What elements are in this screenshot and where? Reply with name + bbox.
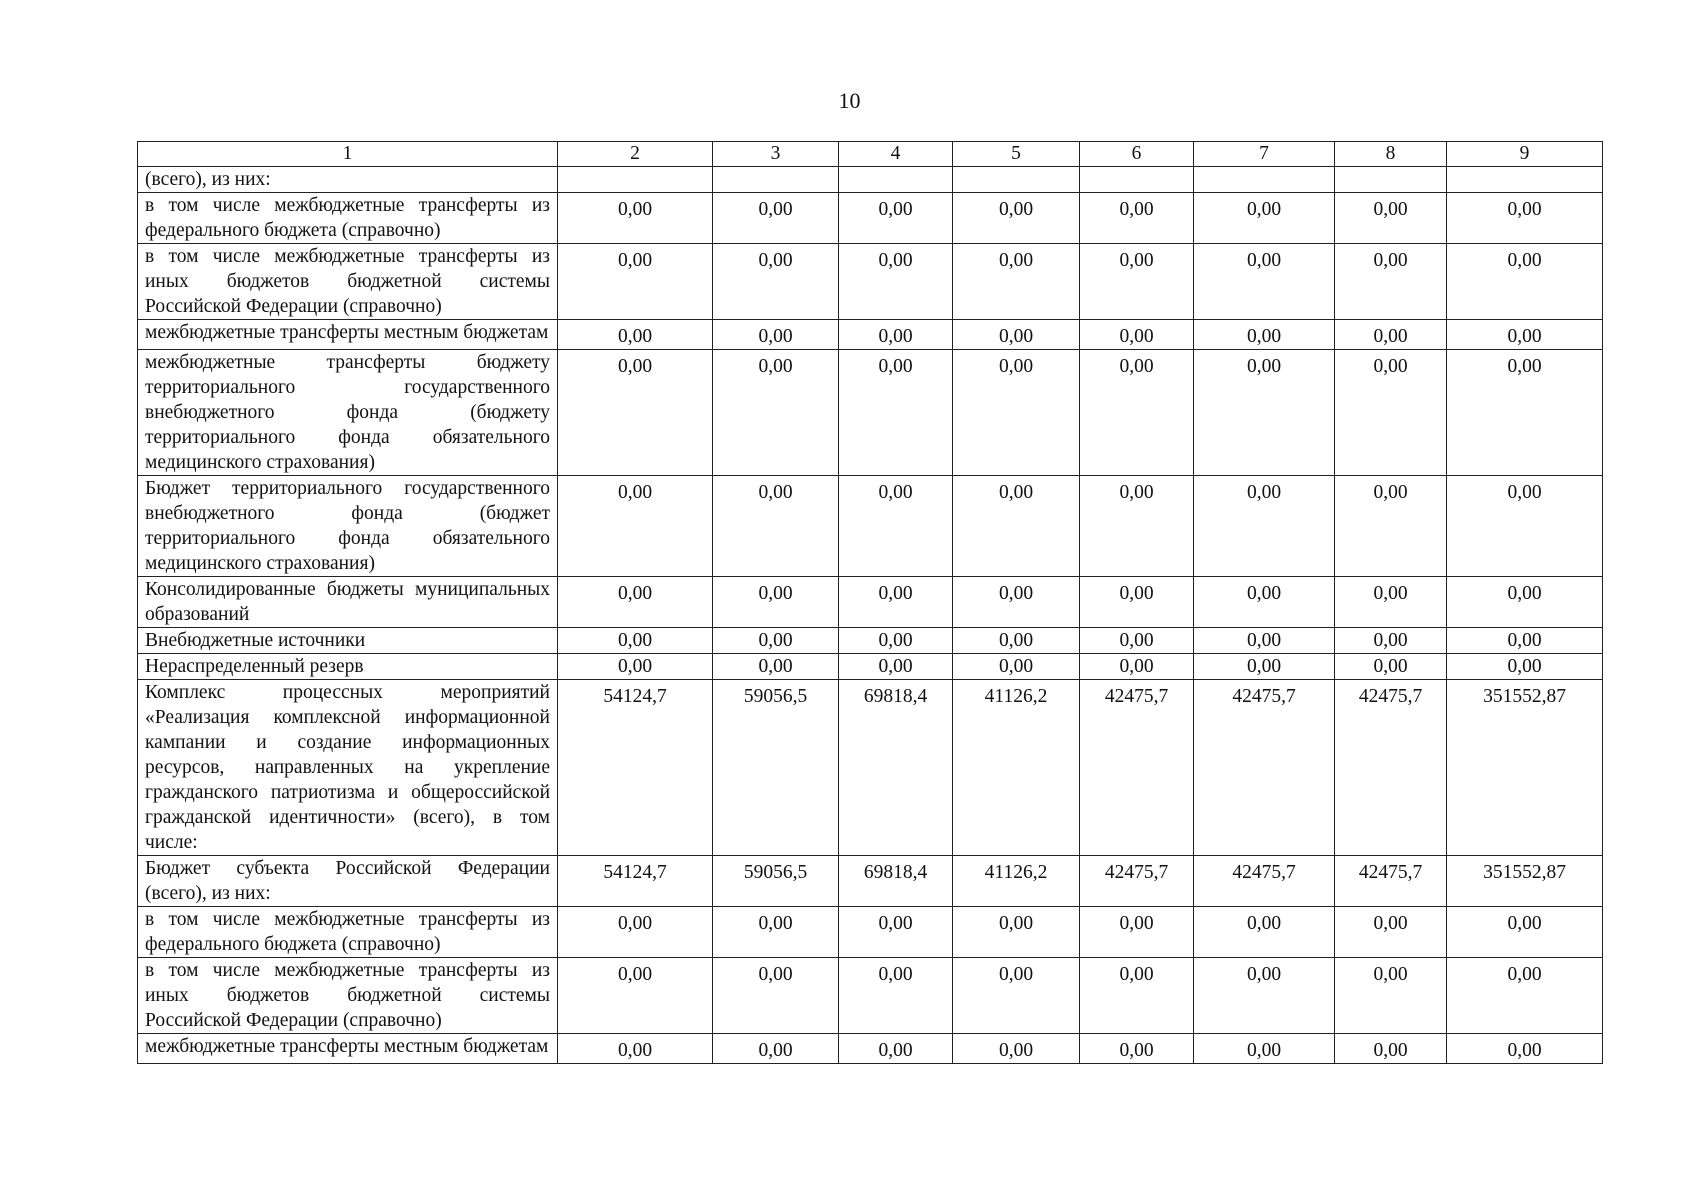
column-header-6: 6 [1080, 142, 1194, 167]
value-cell-col-5: 0,00 [953, 1034, 1080, 1064]
value-cell-col-6 [1080, 167, 1194, 193]
value-cell-col-3: 0,00 [713, 628, 839, 654]
budget-table [137, 141, 1603, 1064]
value-cell-col-4: 0,00 [839, 244, 953, 320]
value-cell-col-2: 0,00 [558, 1034, 713, 1064]
row-label: в том числе межбюджетные трансферты из федерального бюджета (справочно) [138, 907, 558, 958]
value-cell-col-5: 0,00 [953, 577, 1080, 628]
value-cell-col-9: 0,00 [1447, 193, 1603, 244]
value-cell-col-3: 59056,5 [713, 856, 839, 907]
value-cell-col-3: 0,00 [713, 244, 839, 320]
value-cell-col-2: 54124,7 [558, 856, 713, 907]
table-row [138, 1034, 1603, 1064]
table-row [138, 167, 1603, 193]
value-cell-col-4: 0,00 [839, 577, 953, 628]
value-cell-col-9: 0,00 [1447, 350, 1603, 476]
table-row [138, 628, 1603, 654]
value-cell-col-9: 0,00 [1447, 1034, 1603, 1064]
value-cell-col-8: 0,00 [1335, 320, 1447, 350]
value-cell-col-8: 0,00 [1335, 193, 1447, 244]
value-cell-col-6: 0,00 [1080, 628, 1194, 654]
value-cell-col-6: 0,00 [1080, 350, 1194, 476]
value-cell-col-6: 0,00 [1080, 654, 1194, 680]
column-header-7: 7 [1194, 142, 1335, 167]
value-cell-col-9: 0,00 [1447, 907, 1603, 958]
value-cell-col-2: 0,00 [558, 628, 713, 654]
value-cell-col-2: 0,00 [558, 654, 713, 680]
value-cell-col-2: 0,00 [558, 476, 713, 577]
value-cell-col-5: 0,00 [953, 907, 1080, 958]
value-cell-col-5: 41126,2 [953, 856, 1080, 907]
value-cell-col-7: 0,00 [1194, 907, 1335, 958]
column-header-8: 8 [1335, 142, 1447, 167]
value-cell-col-7: 0,00 [1194, 193, 1335, 244]
value-cell-col-6: 0,00 [1080, 907, 1194, 958]
value-cell-col-9 [1447, 167, 1603, 193]
table-row [138, 856, 1603, 907]
table-row [138, 320, 1603, 350]
table-row [138, 907, 1603, 958]
value-cell-col-8: 0,00 [1335, 244, 1447, 320]
row-label: Консолидированные бюджеты муниципальных образований [138, 577, 558, 628]
value-cell-col-3: 0,00 [713, 1034, 839, 1064]
value-cell-col-9: 0,00 [1447, 577, 1603, 628]
value-cell-col-4: 0,00 [839, 907, 953, 958]
row-label: в том числе межбюджетные трансферты из иных бюджетов бюджетной системы Российской Федерации (справочно) [138, 244, 558, 320]
row-label: Внебюджетные источники [138, 628, 558, 654]
value-cell-col-7: 0,00 [1194, 244, 1335, 320]
value-cell-col-8: 0,00 [1335, 350, 1447, 476]
value-cell-col-7: 0,00 [1194, 320, 1335, 350]
table-row [138, 680, 1603, 856]
table-row [138, 193, 1603, 244]
value-cell-col-8: 42475,7 [1335, 856, 1447, 907]
value-cell-col-4: 0,00 [839, 628, 953, 654]
value-cell-col-6: 0,00 [1080, 244, 1194, 320]
value-cell-col-7 [1194, 167, 1335, 193]
value-cell-col-3: 0,00 [713, 476, 839, 577]
row-label: в том числе межбюджетные трансферты из иных бюджетов бюджетной системы Российской Федерации (справочно) [138, 958, 558, 1034]
value-cell-col-5: 0,00 [953, 320, 1080, 350]
value-cell-col-7: 0,00 [1194, 628, 1335, 654]
table-row [138, 476, 1603, 577]
row-label: (всего), из них: [138, 167, 558, 193]
value-cell-col-6: 42475,7 [1080, 680, 1194, 856]
value-cell-col-4: 69818,4 [839, 680, 953, 856]
table-row [138, 654, 1603, 680]
column-header-1: 1 [138, 142, 558, 167]
value-cell-col-2: 54124,7 [558, 680, 713, 856]
table-row [138, 350, 1603, 476]
value-cell-col-9: 0,00 [1447, 958, 1603, 1034]
value-cell-col-5: 0,00 [953, 654, 1080, 680]
column-header-5: 5 [953, 142, 1080, 167]
value-cell-col-9: 0,00 [1447, 244, 1603, 320]
value-cell-col-6: 0,00 [1080, 577, 1194, 628]
value-cell-col-4: 0,00 [839, 350, 953, 476]
value-cell-col-9: 0,00 [1447, 654, 1603, 680]
value-cell-col-4: 0,00 [839, 193, 953, 244]
column-header-4: 4 [839, 142, 953, 167]
value-cell-col-7: 0,00 [1194, 654, 1335, 680]
value-cell-col-4: 0,00 [839, 320, 953, 350]
value-cell-col-4: 69818,4 [839, 856, 953, 907]
value-cell-col-2: 0,00 [558, 350, 713, 476]
value-cell-col-7: 0,00 [1194, 1034, 1335, 1064]
header-row [138, 142, 1603, 167]
value-cell-col-6: 0,00 [1080, 320, 1194, 350]
value-cell-col-6: 42475,7 [1080, 856, 1194, 907]
value-cell-col-8: 0,00 [1335, 654, 1447, 680]
value-cell-col-2 [558, 167, 713, 193]
value-cell-col-5: 0,00 [953, 476, 1080, 577]
page-number: 10 [838, 88, 861, 113]
value-cell-col-6: 0,00 [1080, 476, 1194, 577]
value-cell-col-8: 0,00 [1335, 577, 1447, 628]
value-cell-col-3: 0,00 [713, 320, 839, 350]
value-cell-col-8: 42475,7 [1335, 680, 1447, 856]
row-label: Нераспределенный резерв [138, 654, 558, 680]
value-cell-col-8: 0,00 [1335, 476, 1447, 577]
table-body [138, 167, 1603, 1064]
row-label: межбюджетные трансферты местным бюджетам [138, 1034, 558, 1064]
value-cell-col-2: 0,00 [558, 193, 713, 244]
value-cell-col-9: 0,00 [1447, 320, 1603, 350]
value-cell-col-2: 0,00 [558, 907, 713, 958]
row-label: межбюджетные трансферты местным бюджетам [138, 320, 558, 350]
value-cell-col-2: 0,00 [558, 320, 713, 350]
value-cell-col-4 [839, 167, 953, 193]
value-cell-col-7: 42475,7 [1194, 680, 1335, 856]
value-cell-col-9: 351552,87 [1447, 680, 1603, 856]
value-cell-col-8: 0,00 [1335, 958, 1447, 1034]
value-cell-col-9: 351552,87 [1447, 856, 1603, 907]
value-cell-col-6: 0,00 [1080, 958, 1194, 1034]
value-cell-col-6: 0,00 [1080, 193, 1194, 244]
value-cell-col-2: 0,00 [558, 958, 713, 1034]
value-cell-col-7: 0,00 [1194, 476, 1335, 577]
value-cell-col-7: 0,00 [1194, 958, 1335, 1034]
value-cell-col-4: 0,00 [839, 958, 953, 1034]
value-cell-col-5: 0,00 [953, 628, 1080, 654]
value-cell-col-7: 0,00 [1194, 350, 1335, 476]
value-cell-col-8: 0,00 [1335, 628, 1447, 654]
value-cell-col-9: 0,00 [1447, 476, 1603, 577]
row-label: Комплекс процессных мероприятий «Реализация комплексной информационной кампании и создание информационных ресурсов, направленных на укрепление гражданского патриотизма и общероссийской гражданской идентичности» (всего), в том числе: [138, 680, 558, 856]
value-cell-col-8: 0,00 [1335, 907, 1447, 958]
value-cell-col-5 [953, 167, 1080, 193]
value-cell-col-7: 42475,7 [1194, 856, 1335, 907]
value-cell-col-3: 0,00 [713, 350, 839, 476]
table-row [138, 958, 1603, 1034]
value-cell-col-2: 0,00 [558, 577, 713, 628]
row-label: Бюджет субъекта Российской Федерации (всего), из них: [138, 856, 558, 907]
value-cell-col-2: 0,00 [558, 244, 713, 320]
column-header-2: 2 [558, 142, 713, 167]
column-header-9: 9 [1447, 142, 1603, 167]
row-label: в том числе межбюджетные трансферты из федерального бюджета (справочно) [138, 193, 558, 244]
value-cell-col-4: 0,00 [839, 476, 953, 577]
value-cell-col-7: 0,00 [1194, 577, 1335, 628]
value-cell-col-3 [713, 167, 839, 193]
value-cell-col-5: 0,00 [953, 958, 1080, 1034]
value-cell-col-5: 0,00 [953, 350, 1080, 476]
value-cell-col-3: 0,00 [713, 654, 839, 680]
value-cell-col-6: 0,00 [1080, 1034, 1194, 1064]
value-cell-col-3: 0,00 [713, 577, 839, 628]
value-cell-col-5: 41126,2 [953, 680, 1080, 856]
value-cell-col-8: 0,00 [1335, 1034, 1447, 1064]
table-row [138, 577, 1603, 628]
row-label: Бюджет территориального государственного внебюджетного фонда (бюджет территориального фонда обязательного медицинского страхования) [138, 476, 558, 577]
value-cell-col-3: 0,00 [713, 958, 839, 1034]
value-cell-col-8 [1335, 167, 1447, 193]
value-cell-col-3: 0,00 [713, 193, 839, 244]
value-cell-col-9: 0,00 [1447, 628, 1603, 654]
value-cell-col-4: 0,00 [839, 1034, 953, 1064]
row-label: межбюджетные трансферты бюджету территориального государственного внебюджетного фонда (бюджету территориального фонда обязательного медицинского страхования) [138, 350, 558, 476]
value-cell-col-3: 59056,5 [713, 680, 839, 856]
value-cell-col-4: 0,00 [839, 654, 953, 680]
value-cell-col-5: 0,00 [953, 244, 1080, 320]
value-cell-col-5: 0,00 [953, 193, 1080, 244]
value-cell-col-3: 0,00 [713, 907, 839, 958]
table-row [138, 244, 1603, 320]
column-header-3: 3 [713, 142, 839, 167]
